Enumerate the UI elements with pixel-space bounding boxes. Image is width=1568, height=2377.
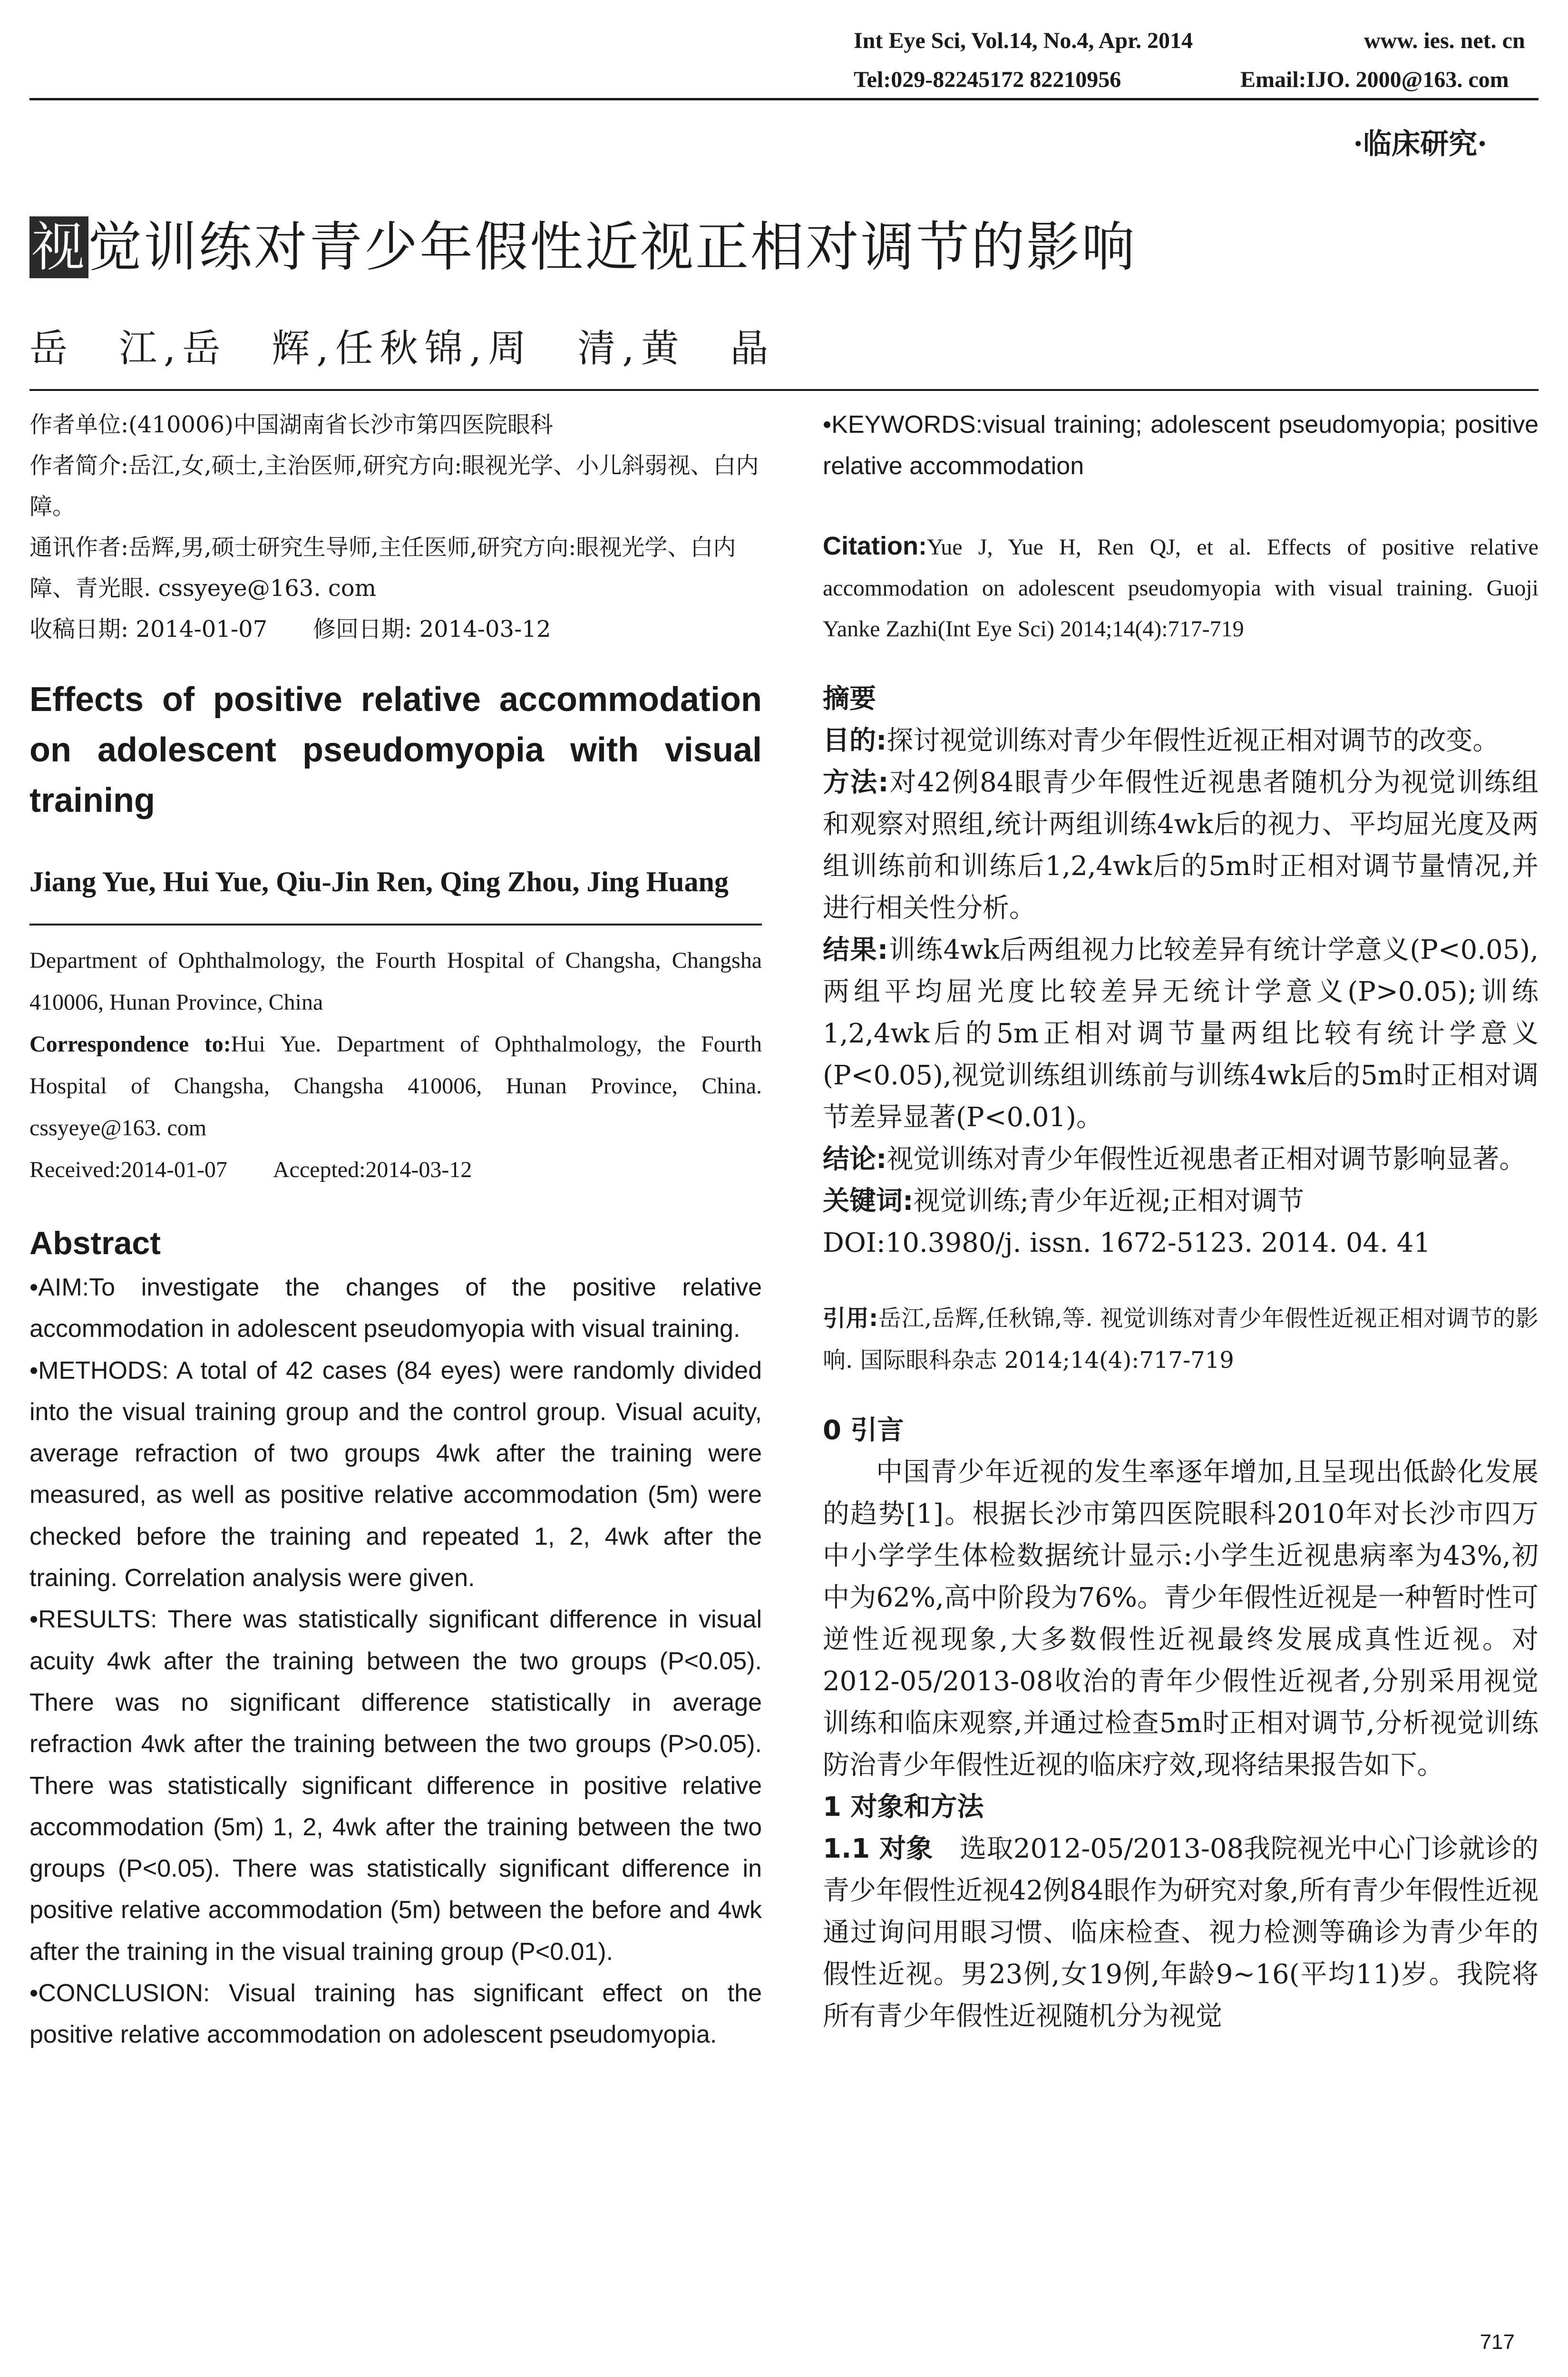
author-correspondence: 通讯作者:岳辉,男,硕士研究生导师,主任医师,研究方向:眼视光学、白内障、青光眼. cssyeye@163. com <box>29 534 736 602</box>
citation-cn <box>823 1297 1539 1381</box>
english-correspondence <box>29 1023 762 1149</box>
aim-text: 探讨视觉训练对青少年假性近视正相对调节的改变。 <box>886 725 1500 756</box>
title-rest: 觉训练对青少年假性近视正相对调节的影响 <box>88 216 1137 278</box>
methods-text: 对42例84眼青少年假性近视患者随机分为视觉训练组和观察对照组,统计两组训练4wk后的视力、平均屈光度及两组训练前和训练后1,2,4wk后的5m时正相对调节量情况,并进行相关性分析。 <box>823 767 1539 924</box>
subject-paragraph <box>823 1828 1539 2037</box>
results-label: 结果: <box>823 934 888 965</box>
english-title: Effects of positive relative accommodation on adolescent pseudomyopia with visual training <box>29 681 762 819</box>
keywords-label: 关键词: <box>823 1185 914 1217</box>
keywords-text: 视觉训练;青少年近视;正相对调节 <box>913 1185 1305 1217</box>
author-bio: 作者简介:岳江,女,硕士,主治医师,研究方向:眼视光学、小儿斜弱视、白内障。 <box>29 452 759 520</box>
author-unit: 作者单位:(410006)中国湖南省长沙市第四医院眼科 <box>29 411 553 438</box>
english-authors: Jiang Yue, Hui Yue, Qiu-Jin Ren, Qing Zhou, Jing Huang <box>29 866 729 897</box>
header-rule <box>29 98 1539 100</box>
english-department: Department of Ophthalmology, the Fourth Hospital of Changsha, Changsha 410006, Hunan Province, China <box>29 948 762 1015</box>
abstract-cn-results <box>823 929 1539 1139</box>
right-column <box>823 404 1539 2037</box>
abstract-keywords <box>823 404 1539 487</box>
left-column <box>29 404 762 2056</box>
journal-website: www. ies. net. cn <box>1364 28 1525 53</box>
authors-cn: 岳 江,岳 辉,任秋锦,周 清,黄 晶 <box>29 326 775 370</box>
citation-cn-label: 引用: <box>823 1305 878 1332</box>
abstract-cn-conclusion <box>823 1139 1539 1180</box>
english-received: Received:2014-01-07 Accepted:2014-03-12 <box>29 1157 472 1182</box>
abstract-heading: Abstract <box>29 1225 161 1261</box>
journal-email: Email:IJO. 2000@163. com <box>1240 67 1509 92</box>
page-number: 717 <box>1480 2330 1515 2354</box>
conclusion-label: 结论: <box>823 1143 887 1175</box>
author-dates: 收稿日期: 2014-01-07 修回日期: 2014-03-12 <box>29 616 551 643</box>
correspondence-label: Correspondence to: <box>29 1032 231 1057</box>
methods-label: 方法: <box>823 767 889 798</box>
methods-body <box>823 1828 1539 2037</box>
column-rule <box>29 924 762 925</box>
subject-text: 选取2012-05/2013-08我院视光中心门诊就诊的青少年假性近视42例84眼作为研究对象,所有青少年假性近视通过询问用眼习惯、临床检查、视力检测等确诊为青少年的假性近视。男23例,女19例,年龄9~16(平均11)岁。我院将所有青少年假性近视随机分为视觉 <box>823 1833 1539 2032</box>
english-affiliation <box>29 940 762 1191</box>
conclusion-text: 视觉训练对青少年假性近视患者正相对调节影响显著。 <box>886 1143 1526 1175</box>
citation-cn-text: 岳江,岳辉,任秋锦,等. 视觉训练对青少年假性近视正相对调节的影响. 国际眼科杂志 2014;14(4):717-719 <box>823 1305 1539 1374</box>
abstract-cn-heading: 摘要 <box>823 683 876 714</box>
aim-label: 目的: <box>823 725 887 756</box>
author-info-cn <box>29 404 762 650</box>
abstract-aim: •AIM:To investigate the changes of the positive relative accommodation in adolescent pseudomyopia with visual training. <box>29 1274 762 1343</box>
citation-text: Yue J, Yue H, Ren QJ, et al. Effects of positive relative accommodation on adolescent pseudomyopia with visual training. Guoji Yanke Zazhi(Int Eye Sci) 2014;14(4):717-719 <box>823 534 1539 642</box>
abstract-cn-methods <box>823 762 1539 929</box>
keywords-en: •KEYWORDS:visual training; adolescent pseudomyopia; positive relative accommodation <box>823 411 1539 480</box>
citation-en <box>823 526 1539 650</box>
abstract-results: •RESULTS: There was statistically significant difference in visual acuity 4wk after the training between the two groups (P<0.05). There was no significant difference statistically in average refraction 4wk after the training between the two groups (P>0.05). There was statistically significant difference in positive relative accommodation (5m) 1, 2, 4wk after the training between the two groups (P<0.05). There was statistically significant difference in positive relative accommodation (5m) between the before and 4wk after the training in the visual training group (P<0.01). <box>29 1606 762 1966</box>
abstract-body <box>29 1267 762 2056</box>
intro-body <box>823 1452 1539 1786</box>
abstract-cn-body <box>823 720 1539 1264</box>
abstract-methods: •METHODS: A total of 42 cases (84 eyes) were randomly divided into the visual training group and the control group. Visual acuity, average refraction of two groups 4wk after the training were measured, as well as positive relative accommodation (5m) were checked before the training and repeated 1, 2, 4wk after the training. Correlation analysis were given. <box>29 1356 762 1592</box>
doi: DOI:10.3980/j. issn. 1672-5123. 2014. 04. 41 <box>823 1227 1431 1258</box>
abstract-cn-keywords <box>823 1180 1539 1222</box>
citation-label: Citation: <box>823 531 927 560</box>
authors-rule <box>29 389 1539 391</box>
intro-paragraph: 中国青少年近视的发生率逐年增加,且呈现出低龄化发展的趋势[1]。根据长沙市第四医院眼科2010年对长沙市四万中小学学生体检数据统计显示:小学生近视患病率为43%,初中为62%,高中阶段为76%。青少年假性近视是一种暂时性可逆性近视现象,大多数假性近视最终发展成真性近视。对2012-05/2013-08收治的青年少假性近视者,分别采用视觉训练和临床观察,并通过检查5m时正相对调节,分析视觉训练防治青少年假性近视的临床疗效,现将结果报告如下。 <box>823 1456 1539 1781</box>
journal-tel: Tel:029-82245172 82210956 <box>854 67 1121 92</box>
journal-info: Int Eye Sci, Vol.14, No.4, Apr. 2014 <box>854 28 1193 53</box>
section-tag: ·临床研究· <box>1353 127 1487 161</box>
abstract-conclusion: •CONCLUSION: Visual training has significant effect on the positive relative accommodation on adolescent pseudomyopia. <box>29 1979 762 2049</box>
subject-label: 1.1 对象 <box>823 1833 933 1864</box>
abstract-cn-aim <box>823 720 1539 762</box>
page-title <box>29 205 1137 281</box>
title-first-char: 视 <box>29 216 88 278</box>
correspondence-text: Hui Yue. Department of Ophthalmology, the Fourth Hospital of Changsha, Changsha 410006, Hunan Province, China. cssyeye@163. com <box>29 1032 762 1140</box>
results-text: 训练4wk后两组视力比较差异有统计学意义(P<0.05),两组平均屈光度比较差异无统计学意义(P>0.05);训练1,2,4wk后的5m正相对调节量两组比较有统计学意义(P<0.05),视觉训练组训练前与训练4wk后的5m时正相对调节差异显著(P<0.01)。 <box>823 934 1539 1133</box>
methods-heading: 1 对象和方法 <box>823 1791 984 1822</box>
intro-heading: 0 引言 <box>823 1414 904 1446</box>
